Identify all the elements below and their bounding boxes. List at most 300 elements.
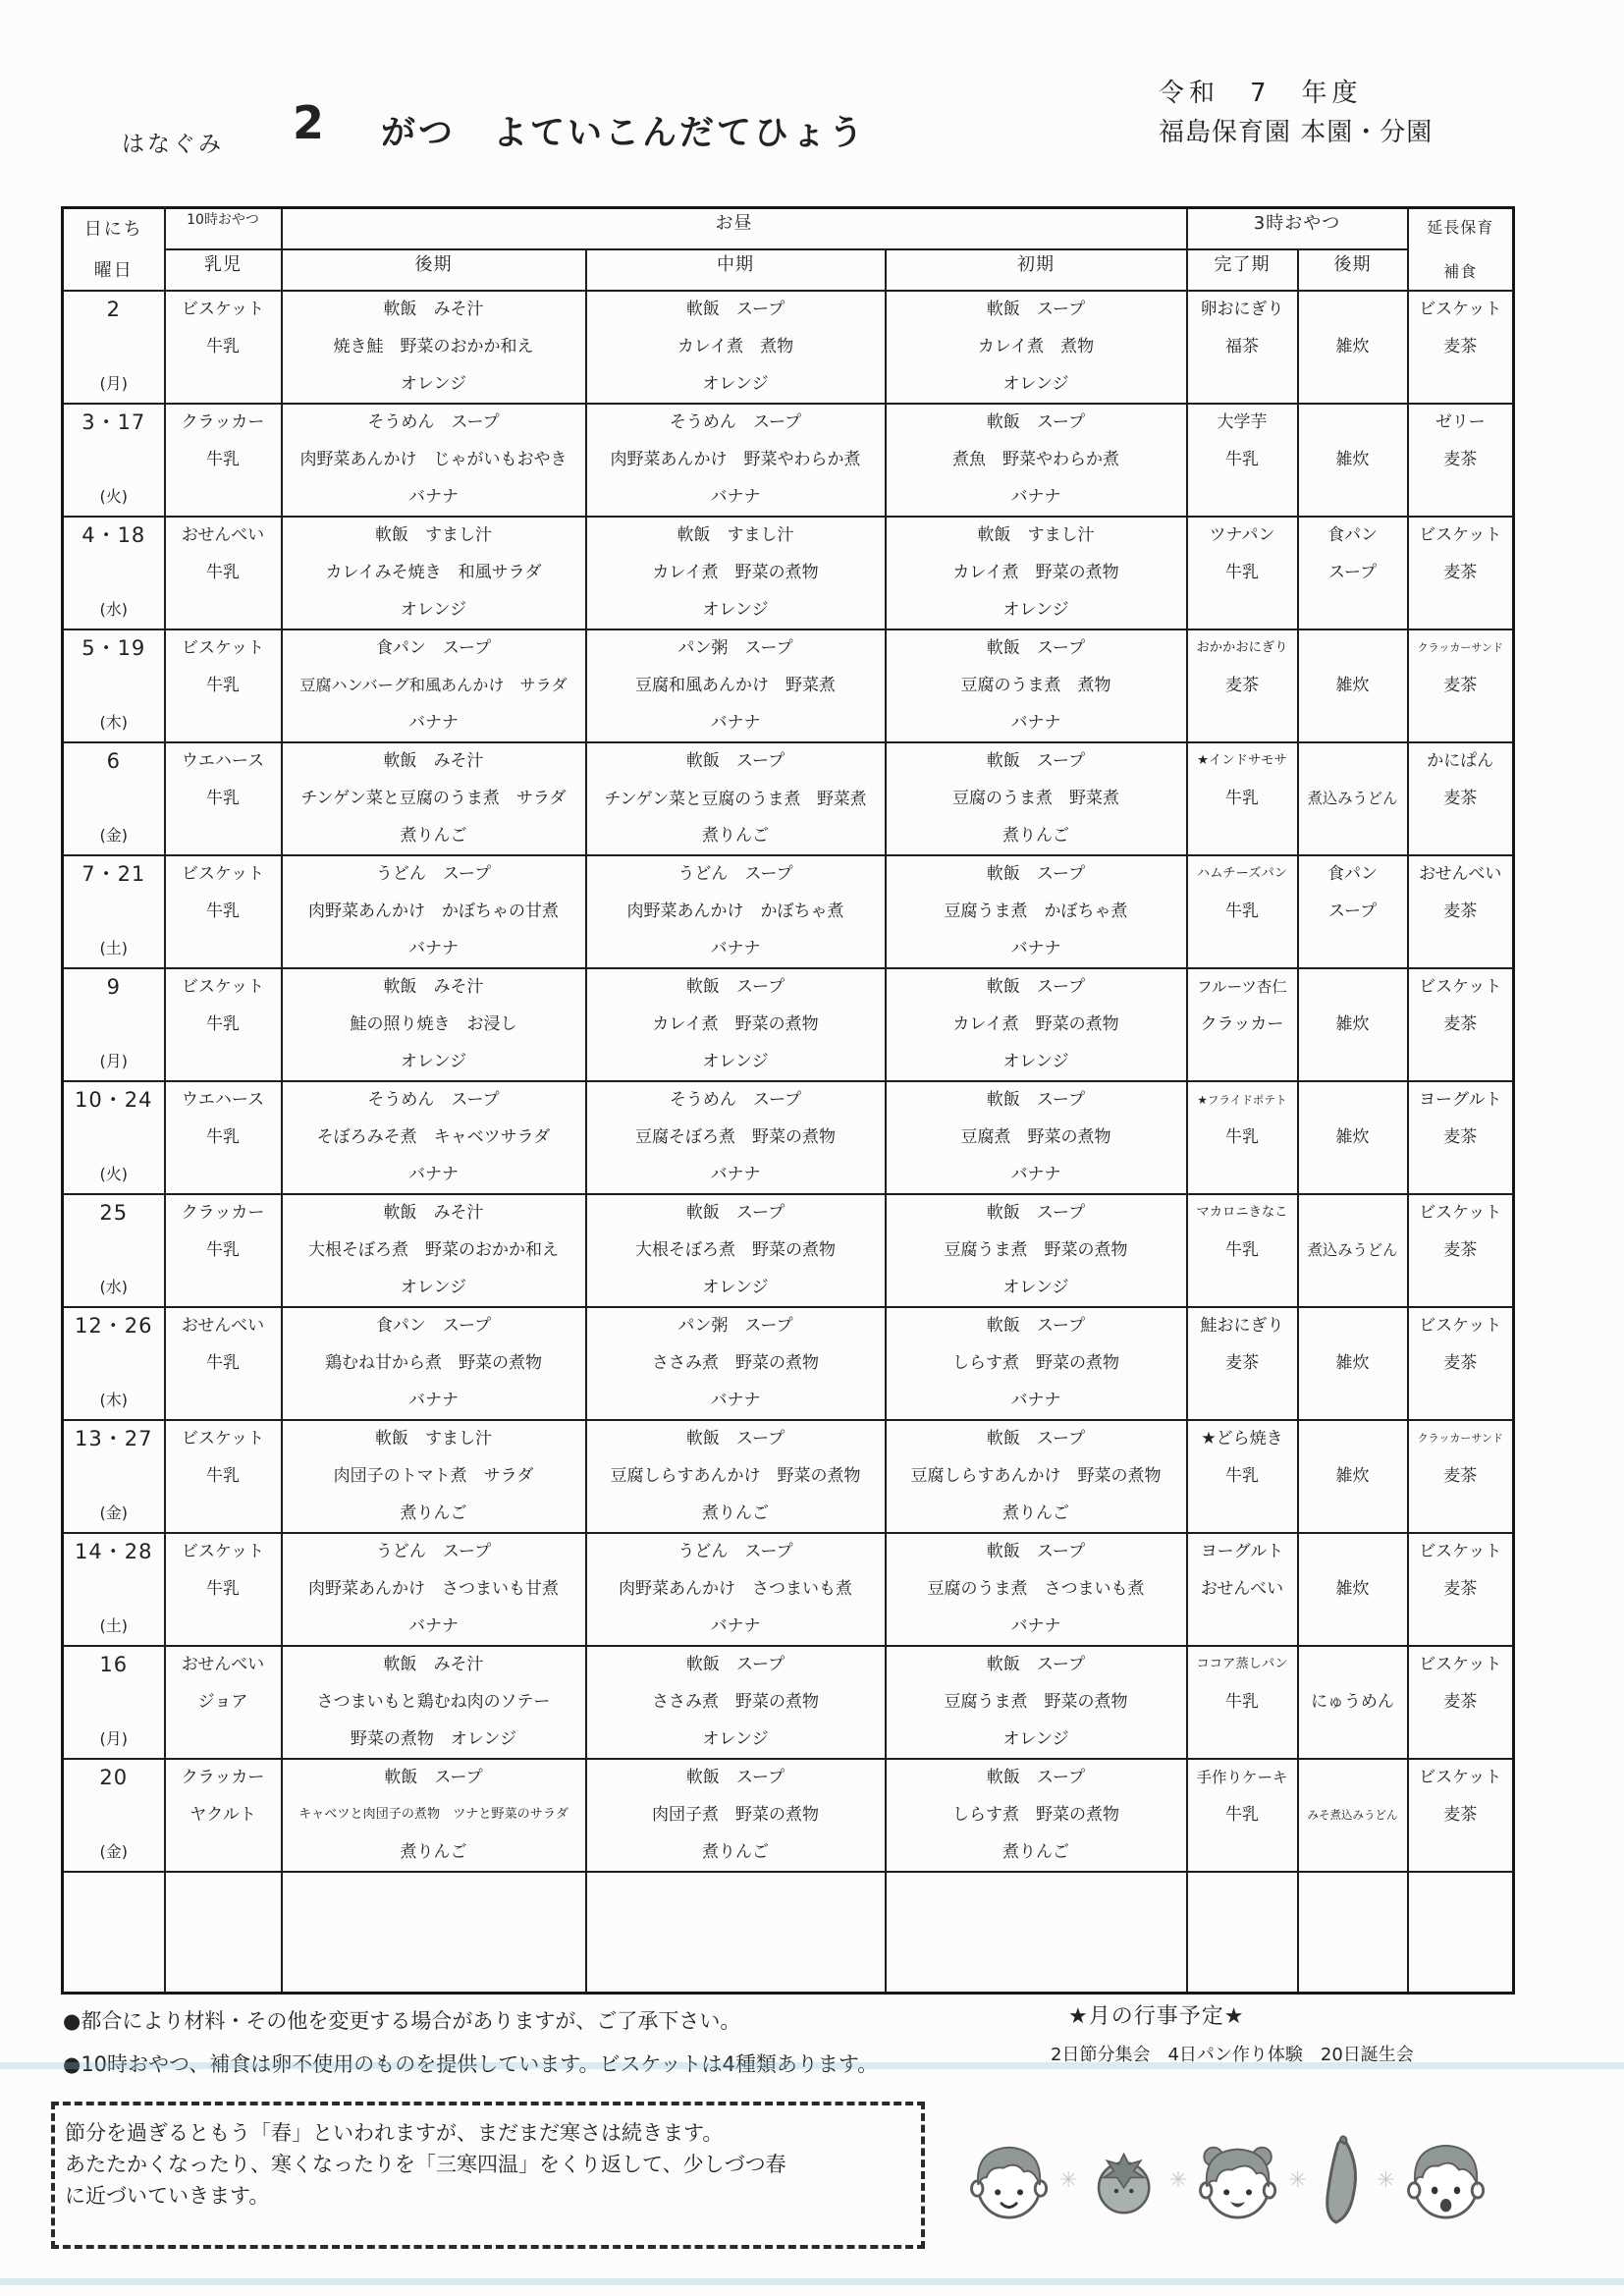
cell-line: ウエハース	[181, 750, 265, 771]
cell-line	[169, 1164, 278, 1185]
cell-line: オレンジ	[1002, 1277, 1069, 1297]
cell-line: 軟飯 みそ汁	[383, 1654, 484, 1674]
cell-lunch-mid	[586, 742, 886, 855]
cell-line: キャベツと肉団子の煮物 ツナと野菜のサラダ	[298, 1806, 568, 1822]
cell-line: 大根そぼろ煮 野菜の煮物	[635, 1239, 836, 1260]
cell-line: 豆腐のうま煮 野菜煮	[952, 788, 1119, 808]
cell-line: オレンジ	[400, 599, 467, 620]
cell-line	[67, 336, 161, 357]
cell-line: 肉野菜あんかけ 野菜やわらか煮	[610, 449, 861, 469]
cell-line	[1191, 938, 1294, 959]
cell-line: 麦茶	[1443, 1126, 1478, 1147]
menu-row	[63, 404, 1514, 517]
cell-line: 食パン	[1327, 524, 1378, 545]
cell-line: 牛乳	[206, 1352, 240, 1373]
cell-line	[1412, 1277, 1510, 1298]
scan-artifact-line	[0, 2278, 1624, 2285]
cell-line	[67, 1465, 161, 1487]
header-snack3-late-label: 後期	[1298, 249, 1408, 291]
cell-snack10	[165, 404, 282, 517]
header-date-label: 日にち	[83, 219, 143, 240]
cell-line: クラッカーサンド	[1417, 1431, 1503, 1445]
cell-line: ビスケット	[1419, 299, 1502, 319]
cell-line: 煮りんご	[1002, 1841, 1069, 1862]
cell-line: うどん スープ	[375, 863, 492, 884]
menu-row	[63, 517, 1514, 629]
cell-line: 煮込みうどん	[1307, 789, 1398, 807]
cell-line	[1302, 938, 1404, 959]
cell-line	[1302, 712, 1404, 734]
cell-line: オレンジ	[702, 1277, 769, 1297]
cell-line: うどん スープ	[677, 1541, 793, 1561]
cell-line	[67, 1126, 161, 1148]
header-lunch-mid-label: 中期	[586, 249, 886, 291]
cell-line: 福茶	[1225, 336, 1259, 356]
cell-line: おせんべい	[1200, 1578, 1284, 1599]
cell-line: バナナ	[408, 1615, 459, 1636]
cell-line: 手作りケーキ	[1196, 1768, 1288, 1786]
cell-line: ビスケット	[181, 299, 265, 319]
cell-line: 肉野菜あんかけ かぼちゃの甘煮	[308, 901, 559, 921]
cell-date	[63, 968, 165, 1081]
cell-line	[1191, 1051, 1294, 1072]
cell-line: バナナ	[408, 1164, 459, 1184]
cell-line	[67, 1578, 161, 1600]
cell-line	[1191, 712, 1294, 734]
cell-line: 雑炊	[1335, 449, 1370, 469]
cell-snack3-complete	[1187, 742, 1298, 855]
cell-line	[1302, 486, 1404, 508]
cell-line: おせんべい	[181, 1654, 265, 1674]
cell-snack3-complete	[1187, 1420, 1298, 1533]
cell-line	[1412, 938, 1510, 959]
cell-supplement	[1408, 291, 1514, 404]
cell-line: 煮りんご	[1002, 825, 1069, 846]
cell-line: ビスケット	[181, 637, 265, 658]
cell-line: 焼き鮭 野菜のおかか和え	[333, 336, 534, 356]
cell-line	[169, 1051, 278, 1072]
cell-line: ヤクルト	[189, 1804, 256, 1825]
cell-line: 牛乳	[1225, 449, 1259, 469]
cell-lunch-mid	[586, 1420, 886, 1533]
cell-line	[169, 373, 278, 395]
cell-lunch-late	[282, 1307, 586, 1420]
cell-line	[1302, 1277, 1404, 1298]
cell-line: (金)	[99, 1841, 128, 1861]
cell-line: 雑炊	[1335, 1126, 1370, 1147]
cell-lunch-mid	[586, 855, 886, 968]
header-snack3-complete-label: 完了期	[1187, 249, 1298, 291]
cell-line	[1302, 825, 1404, 847]
note-ingredients-change: ●都合により材料・その他を変更する場合がありますが、ご了承下さい。	[63, 2009, 741, 2033]
cell-line: 7・21	[81, 861, 146, 886]
cell-lunch-mid	[586, 968, 886, 1081]
cell-line	[67, 449, 161, 470]
sparkle-icon: ✳	[1059, 2167, 1078, 2193]
cell-line: 豆腐そぼろ煮 野菜の煮物	[635, 1126, 836, 1147]
cell-snack3-late	[1298, 1307, 1408, 1420]
cell-line: 豆腐しらすあんかけ 野菜の煮物	[910, 1465, 1162, 1486]
cell-line: クラッカー	[181, 1202, 265, 1223]
cell-supplement	[1408, 1194, 1514, 1307]
cell-line: 麦茶	[1443, 1239, 1478, 1260]
cell-line: 煮りんご	[702, 1503, 769, 1523]
cell-line	[1191, 1390, 1294, 1411]
tomato-illustration	[1082, 2126, 1165, 2234]
cell-date	[63, 1646, 165, 1759]
cell-line: (土)	[99, 1615, 128, 1635]
cell-line: 軟飯 スープ	[986, 1428, 1086, 1449]
cell-lunch-early	[886, 517, 1187, 629]
cell-snack3-late	[1298, 517, 1408, 629]
cell-line: 牛乳	[1225, 1465, 1259, 1486]
cell-lunch-early	[886, 1081, 1187, 1194]
cell-line: バナナ	[1010, 1390, 1061, 1410]
cell-line: マカロニきなこ	[1196, 1204, 1288, 1220]
cell-line: バナナ	[1010, 712, 1061, 733]
empty-cell	[1408, 1872, 1514, 1994]
cell-snack3-late	[1298, 404, 1408, 517]
cell-line: バナナ	[1010, 1164, 1061, 1184]
cell-line	[1302, 1164, 1404, 1185]
cell-snack3-late	[1298, 1759, 1408, 1872]
cell-snack10	[165, 629, 282, 742]
cell-line: 豆腐のうま煮 さつまいも煮	[927, 1578, 1145, 1599]
cell-line: ココア蒸しパン	[1196, 1656, 1288, 1671]
cell-line	[1302, 1841, 1404, 1863]
cell-line: みそ煮込みうどん	[1307, 1807, 1398, 1822]
cell-line: しらす煮 野菜の煮物	[952, 1352, 1119, 1373]
cell-line	[169, 599, 278, 621]
monthly-events-items: 2日節分集会 4日パン作り体験 20日誕生会	[1051, 2045, 1414, 2065]
cell-line: ジョア	[197, 1691, 248, 1712]
cell-line	[1412, 1503, 1510, 1524]
cell-lunch-early	[886, 629, 1187, 742]
cell-line: にゅうめん	[1311, 1691, 1394, 1712]
cell-snack3-late	[1298, 629, 1408, 742]
empty-cell	[282, 1872, 586, 1994]
cell-line	[1302, 976, 1404, 998]
cell-lunch-early	[886, 1533, 1187, 1646]
cell-line: (土)	[99, 938, 128, 957]
cell-snack3-complete	[1187, 855, 1298, 968]
cell-line	[1412, 486, 1510, 508]
cell-line	[1302, 373, 1404, 395]
girl-face-illustration	[1191, 2126, 1284, 2234]
cell-line: 軟飯 スープ	[685, 750, 785, 771]
cell-line: 麦茶	[1225, 675, 1259, 695]
boy-face-open-mouth-illustration	[1399, 2126, 1492, 2234]
cell-line	[1302, 1541, 1404, 1562]
cell-snack10	[165, 291, 282, 404]
cell-snack3-complete	[1187, 291, 1298, 404]
header-lunch-early-label: 初期	[886, 249, 1187, 291]
cell-line: うどん スープ	[677, 863, 793, 884]
cell-line	[67, 1804, 161, 1826]
cell-line: 軟飯 すまし汁	[375, 1428, 492, 1449]
cell-line	[169, 1615, 278, 1637]
cell-lunch-mid	[586, 1194, 886, 1307]
cell-line: ハムチーズパン	[1196, 865, 1288, 881]
cell-line	[169, 825, 278, 847]
cell-line	[1302, 1428, 1404, 1449]
cell-line	[67, 675, 161, 696]
cell-line: バナナ	[1010, 486, 1061, 507]
menu-row	[63, 742, 1514, 855]
cell-line: オレンジ	[702, 373, 769, 394]
cell-date	[63, 1307, 165, 1420]
empty-cell	[1187, 1872, 1298, 1994]
cell-line: オレンジ	[702, 1051, 769, 1071]
cell-line	[1412, 1164, 1510, 1185]
cell-line: おせんべい	[181, 1315, 265, 1336]
cell-line: ビスケット	[1419, 1315, 1502, 1336]
cell-line: カレイ煮 野菜の煮物	[952, 562, 1119, 582]
cell-line: オレンジ	[400, 373, 467, 394]
cell-snack10	[165, 1194, 282, 1307]
cell-supplement	[1408, 1307, 1514, 1420]
cell-line: 雑炊	[1335, 675, 1370, 695]
cell-line: クラッカー	[181, 1767, 265, 1787]
cell-line: バナナ	[408, 712, 459, 733]
cell-line: 麦茶	[1443, 901, 1478, 921]
cell-line: 麦茶	[1443, 336, 1478, 356]
seasonal-message-box	[51, 2102, 925, 2249]
cell-line: バナナ	[408, 486, 459, 507]
menu-row	[63, 1081, 1514, 1194]
cell-line: カレイ煮 野菜の煮物	[952, 1013, 1119, 1034]
sparkle-icon: ✳	[1168, 2167, 1188, 2193]
cell-line	[1412, 1051, 1510, 1072]
cell-line: 軟飯 スープ	[685, 1428, 785, 1449]
cell-line: 牛乳	[206, 1239, 240, 1260]
cell-line: 卵おにぎり	[1200, 299, 1284, 319]
cell-date	[63, 1420, 165, 1533]
cell-line: 牛乳	[206, 675, 240, 695]
cell-lunch-late	[282, 629, 586, 742]
cell-line: 軟飯 スープ	[986, 976, 1086, 997]
cell-line: フルーツ杏仁	[1197, 977, 1287, 996]
cell-line	[1412, 1841, 1510, 1863]
cell-line: 牛乳	[206, 1578, 240, 1599]
cell-line: 軟飯 スープ	[685, 1654, 785, 1674]
cell-line: バナナ	[710, 938, 761, 958]
cell-line: 軟飯 すまし汁	[977, 524, 1095, 545]
cell-line: (月)	[99, 373, 128, 393]
cell-line: 麦茶	[1443, 1465, 1478, 1486]
cell-line: 肉野菜あんかけ さつまいも甘煮	[308, 1578, 559, 1599]
cell-line	[67, 562, 161, 583]
cell-line	[1302, 1615, 1404, 1637]
cell-line: 麦茶	[1443, 1352, 1478, 1373]
cell-line: 肉団子のトマト煮 サラダ	[333, 1465, 534, 1486]
cell-snack3-late	[1298, 855, 1408, 968]
cell-line: 豆腐ハンバーグ和風あんかけ サラダ	[299, 675, 568, 694]
cell-line: (月)	[99, 1728, 128, 1748]
cell-line: クラッカー	[181, 411, 265, 432]
cell-snack10	[165, 1646, 282, 1759]
cell-snack3-complete	[1187, 1759, 1298, 1872]
cell-snack10	[165, 855, 282, 968]
cell-line: 豆腐しらすあんかけ 野菜の煮物	[610, 1465, 861, 1486]
cell-lunch-late	[282, 1420, 586, 1533]
cell-line: 軟飯 スープ	[986, 1767, 1086, 1787]
cell-line: 雑炊	[1335, 336, 1370, 356]
cell-line: 麦茶	[1443, 1578, 1478, 1599]
cell-line: (金)	[99, 825, 128, 845]
cell-line: 軟飯 スープ	[685, 976, 785, 997]
cell-line	[1412, 1390, 1510, 1411]
cell-line: 14・28	[75, 1539, 153, 1563]
cell-line: 麦茶	[1443, 788, 1478, 808]
cell-supplement	[1408, 517, 1514, 629]
cell-line: そうめん スープ	[367, 1089, 500, 1110]
cell-line: (月)	[99, 1051, 128, 1070]
cell-line: 麦茶	[1225, 1352, 1259, 1373]
cell-supplement	[1408, 1533, 1514, 1646]
cell-lunch-late	[282, 517, 586, 629]
cell-line: スープ	[1327, 562, 1378, 582]
menu-row	[63, 1307, 1514, 1420]
cell-line: 大根そぼろ煮 野菜のおかか和え	[308, 1239, 559, 1260]
cell-line: 25	[99, 1200, 129, 1225]
cell-date	[63, 404, 165, 517]
menu-row	[63, 855, 1514, 968]
header-lunch-late-label: 後期	[282, 249, 586, 291]
cell-line: 麦茶	[1443, 1013, 1478, 1034]
cell-snack10	[165, 1307, 282, 1420]
cell-line: 豆腐うま煮 かぼちゃ煮	[944, 901, 1128, 921]
cell-supplement	[1408, 742, 1514, 855]
cell-line	[1302, 1503, 1404, 1524]
cell-line: ささみ煮 野菜の煮物	[652, 1691, 819, 1712]
cucumber-illustration	[1311, 2126, 1373, 2234]
cell-line: 牛乳	[206, 901, 240, 921]
cell-line: 麦茶	[1443, 1691, 1478, 1712]
cell-line	[1191, 1277, 1294, 1298]
cell-line: 軟飯 スープ	[685, 1767, 785, 1787]
cell-line: カレイ煮 煮物	[677, 336, 794, 356]
cell-line	[169, 1277, 278, 1298]
cell-line	[1302, 1654, 1404, 1675]
monthly-events-title: ★月の行事予定★	[1068, 2004, 1245, 2029]
cell-snack10	[165, 1759, 282, 1872]
cell-line: ビスケット	[181, 976, 265, 997]
cell-line: ★フライドポテト	[1197, 1092, 1287, 1107]
cell-snack3-complete	[1187, 517, 1298, 629]
cell-date	[63, 855, 165, 968]
cell-line: さつまいもと鶏むね肉のソテー	[316, 1691, 551, 1712]
cell-line: そうめん スープ	[669, 411, 802, 432]
cell-line	[169, 1390, 278, 1411]
cell-line: ウエハース	[181, 1089, 265, 1110]
cell-line: 肉野菜あんかけ さつまいも煮	[619, 1578, 852, 1599]
menu-table	[61, 206, 1515, 1995]
cell-snack10	[165, 1533, 282, 1646]
cell-line: ビスケット	[1419, 976, 1502, 997]
cell-line: バナナ	[710, 1615, 761, 1636]
footer-illustrations	[962, 2111, 1492, 2249]
cell-line	[1191, 1615, 1294, 1637]
cell-line: 6	[106, 748, 121, 773]
cell-line: 煮魚 野菜やわらか煮	[952, 449, 1119, 469]
cell-lunch-early	[886, 855, 1187, 968]
cell-line: 雑炊	[1335, 1465, 1370, 1486]
note-egg-free: ●10時おやつ、補食は卵不使用のものを提供しています。ビスケットは4種類あります。	[63, 2052, 879, 2076]
sparkle-icon: ✳	[1288, 2167, 1307, 2193]
cell-snack3-complete	[1187, 1194, 1298, 1307]
cell-line: 牛乳	[206, 562, 240, 582]
school-name: 福島保育園 本園・分園	[1159, 118, 1434, 147]
cell-snack10	[165, 742, 282, 855]
cell-line: 牛乳	[1225, 1239, 1259, 1260]
cell-line	[1302, 599, 1404, 621]
table-header-row-top	[63, 208, 1514, 249]
cell-snack3-late	[1298, 1081, 1408, 1194]
cell-line: 野菜の煮物 オレンジ	[350, 1728, 517, 1749]
cell-line: (火)	[99, 1164, 128, 1183]
header-date-cell	[63, 208, 165, 291]
cell-line: 煮りんご	[1002, 1503, 1069, 1523]
cell-line	[1191, 1841, 1294, 1863]
empty-cell	[886, 1872, 1187, 1994]
cell-snack3-complete	[1187, 968, 1298, 1081]
cell-lunch-mid	[586, 291, 886, 404]
cell-snack3-late	[1298, 742, 1408, 855]
cell-lunch-mid	[586, 1646, 886, 1759]
header-extended-care-cell	[1408, 208, 1514, 291]
cell-line: バナナ	[710, 712, 761, 733]
cell-line: 牛乳	[1225, 562, 1259, 582]
cell-line: ビスケット	[1419, 1541, 1502, 1561]
cell-line	[1191, 373, 1294, 395]
cell-line: 軟飯 すまし汁	[375, 524, 492, 545]
message-line: 節分を過ぎるともう「春」といわれますが、まだまだ寒さは続きます。	[65, 2121, 724, 2145]
cell-line: 煮りんご	[400, 1503, 467, 1523]
cell-line: 麦茶	[1443, 449, 1478, 469]
cell-line	[1412, 599, 1510, 621]
cell-line: 4・18	[81, 522, 146, 547]
menu-row	[63, 1759, 1514, 1872]
cell-line	[67, 901, 161, 922]
cell-line: 肉野菜あんかけ じゃがいもおやき	[299, 449, 568, 469]
cell-line	[67, 1691, 161, 1713]
cell-line	[1412, 1728, 1510, 1750]
cell-line: 13・27	[75, 1426, 153, 1450]
cell-line	[1302, 1202, 1404, 1224]
cell-line: 麦茶	[1443, 1804, 1478, 1825]
cell-line: ビスケット	[1419, 1654, 1502, 1674]
cell-line	[67, 1239, 161, 1261]
cell-line	[1191, 486, 1294, 508]
cell-supplement	[1408, 629, 1514, 742]
cell-line: 軟飯 スープ	[986, 299, 1086, 319]
cell-line: 10・24	[75, 1087, 153, 1112]
cell-line: ビスケット	[181, 1428, 265, 1449]
cell-line: 豆腐のうま煮 煮物	[960, 675, 1111, 695]
cell-line: 軟飯 スープ	[986, 1089, 1086, 1110]
cell-line: オレンジ	[1002, 1728, 1069, 1749]
cell-lunch-early	[886, 1194, 1187, 1307]
cell-line: 3・17	[81, 410, 146, 434]
cell-line: オレンジ	[1002, 599, 1069, 620]
cell-line: バナナ	[1010, 938, 1061, 958]
menu-row	[63, 968, 1514, 1081]
cell-line: チンゲン菜と豆腐のうま煮 野菜煮	[604, 788, 867, 808]
cell-line: 煮りんご	[400, 825, 467, 846]
cell-line: カレイ煮 煮物	[977, 336, 1095, 356]
cell-line: 雑炊	[1335, 1352, 1370, 1373]
